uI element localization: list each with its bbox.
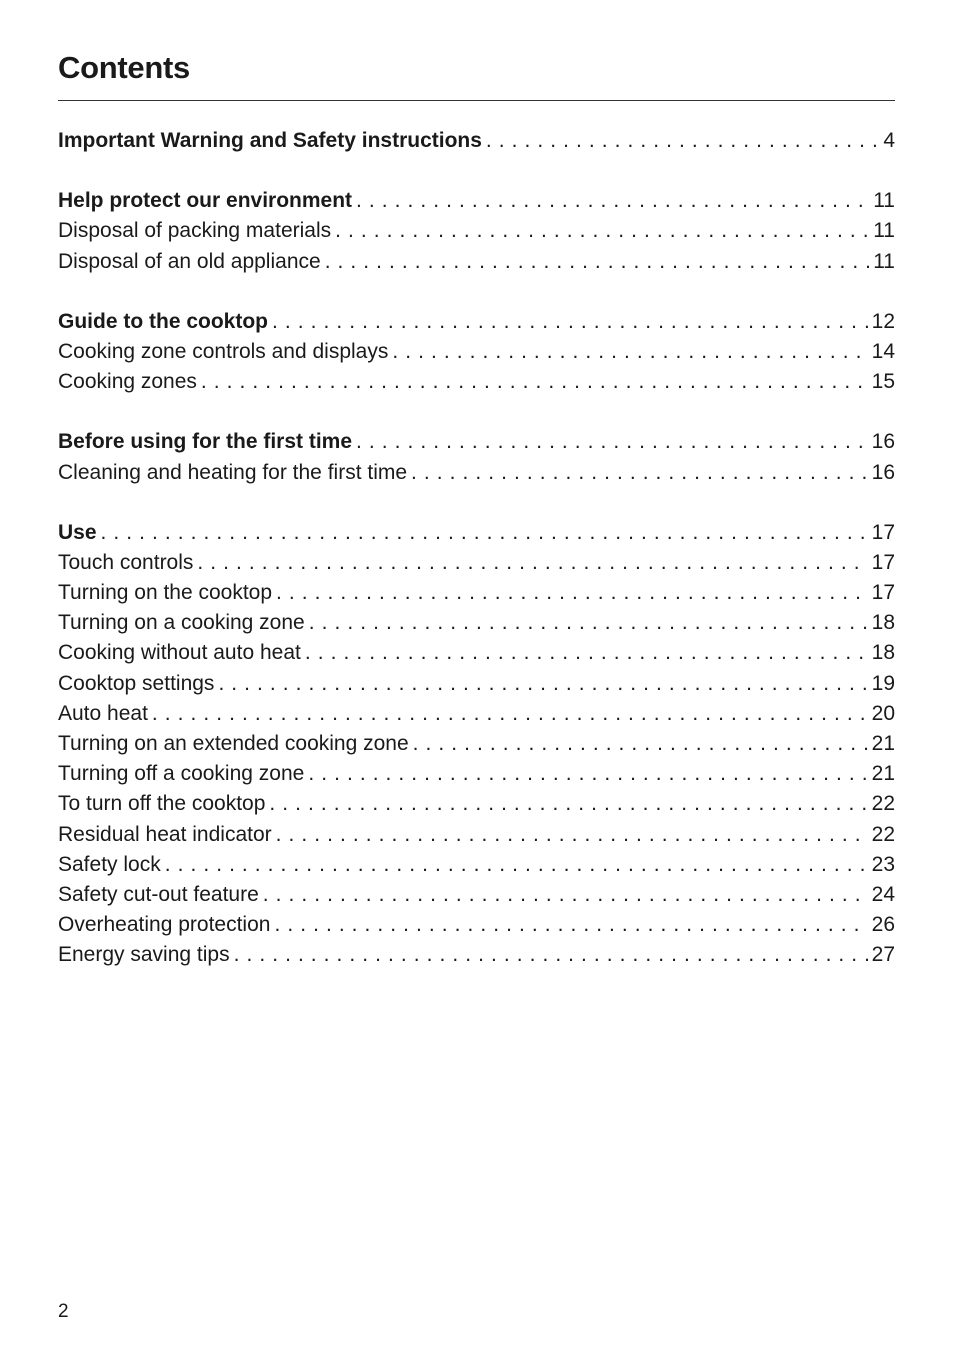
toc-item[interactable] xyxy=(58,458,895,488)
toc-heading[interactable] xyxy=(58,186,895,216)
toc-page-number: 14 xyxy=(871,339,895,363)
toc-page-number: 22 xyxy=(871,822,895,846)
toc-item-label: Turning on a cooking zone xyxy=(58,611,305,635)
dot-leader xyxy=(309,608,868,638)
dot-leader xyxy=(305,638,868,668)
toc-page-number: 27 xyxy=(871,943,895,967)
toc-page-number: 11 xyxy=(873,249,895,273)
toc-page-number: 23 xyxy=(871,852,895,876)
toc-item-label: Disposal of an old appliance xyxy=(58,249,321,273)
toc-section xyxy=(58,307,895,398)
toc-item[interactable] xyxy=(58,216,895,246)
toc-page-number: 17 xyxy=(871,520,895,544)
toc-heading-label: Help protect our environment xyxy=(58,189,353,213)
toc-item[interactable] xyxy=(58,638,895,668)
dot-leader xyxy=(413,729,868,759)
toc-item[interactable] xyxy=(58,910,895,940)
toc-item[interactable] xyxy=(58,759,895,789)
toc-page-number: 22 xyxy=(871,792,895,816)
toc-section xyxy=(58,186,895,277)
toc-item[interactable] xyxy=(58,578,895,608)
dot-leader xyxy=(234,940,868,970)
toc-item-label: Residual heat indicator xyxy=(58,822,272,846)
toc-item[interactable] xyxy=(58,608,895,638)
toc-item-label: Auto heat xyxy=(58,701,148,725)
toc-item[interactable] xyxy=(58,880,895,910)
toc-item-label: Cooking zones xyxy=(58,370,197,394)
toc-item[interactable] xyxy=(58,820,895,850)
toc-page-number: 21 xyxy=(871,732,895,755)
dot-leader xyxy=(165,850,868,880)
toc-page-number: 18 xyxy=(871,611,895,635)
dot-leader xyxy=(411,458,868,488)
toc-item-label: Touch controls xyxy=(58,550,194,574)
toc-page-number: 24 xyxy=(871,882,895,906)
page-title: Contents xyxy=(58,50,190,85)
toc-page-number: 12 xyxy=(871,309,895,333)
toc-item-label: Energy saving tips xyxy=(58,943,230,967)
dot-leader xyxy=(392,337,867,367)
toc-item[interactable] xyxy=(58,247,895,277)
dot-leader xyxy=(276,820,868,850)
dot-leader xyxy=(356,186,869,216)
dot-leader xyxy=(263,880,868,910)
toc-page-number: 15 xyxy=(871,370,895,394)
dot-leader xyxy=(274,910,867,940)
toc-item[interactable] xyxy=(58,940,895,970)
toc-page-number: 26 xyxy=(871,913,895,937)
toc-item-label: Cooking without auto heat xyxy=(58,641,301,665)
toc-item[interactable] xyxy=(58,789,895,819)
toc-item-label: Cleaning and heating for the first time xyxy=(58,460,408,484)
toc-section xyxy=(58,126,895,156)
toc-heading-label: Important Warning and Safety instructions xyxy=(58,129,482,152)
toc-page-number: 20 xyxy=(871,701,895,725)
table-of-contents xyxy=(58,126,895,1001)
dot-leader xyxy=(325,247,870,277)
dot-leader xyxy=(218,669,867,699)
toc-page-number: 17 xyxy=(871,550,895,574)
dot-leader xyxy=(335,216,869,246)
toc-item[interactable] xyxy=(58,548,895,578)
toc-page-number: 16 xyxy=(871,460,895,484)
toc-item-label: Safety cut-out feature xyxy=(58,882,259,906)
dot-leader xyxy=(356,427,868,457)
toc-item-label: Safety lock xyxy=(58,852,161,876)
toc-page-number: 16 xyxy=(871,430,895,454)
dot-leader xyxy=(272,307,868,337)
dot-leader xyxy=(197,548,867,578)
toc-page-number: 21 xyxy=(871,762,895,786)
toc-item[interactable] xyxy=(58,337,895,367)
toc-page-number: 11 xyxy=(873,189,895,213)
toc-item[interactable] xyxy=(58,669,895,699)
page-number: 2 xyxy=(58,1301,69,1322)
toc-heading[interactable] xyxy=(58,126,895,156)
toc-heading[interactable] xyxy=(58,518,895,548)
toc-item-label: Overheating protection xyxy=(58,913,271,937)
toc-page-number: 4 xyxy=(883,129,895,152)
toc-heading-label: Use xyxy=(58,520,97,544)
toc-item[interactable] xyxy=(58,850,895,880)
toc-item[interactable] xyxy=(58,729,895,759)
title-divider xyxy=(58,100,895,101)
dot-leader xyxy=(486,126,879,156)
toc-page-number: 11 xyxy=(873,219,895,243)
toc-item-label: Disposal of packing materials xyxy=(58,219,332,243)
toc-item-label: Turning on an extended cooking zone xyxy=(58,732,409,755)
toc-page-number: 19 xyxy=(871,671,895,695)
toc-section xyxy=(58,518,895,971)
toc-item-label: To turn off the cooktop xyxy=(58,792,266,816)
dot-leader xyxy=(152,699,868,729)
dot-leader xyxy=(269,789,867,819)
toc-heading[interactable] xyxy=(58,427,895,457)
dot-leader xyxy=(101,518,868,548)
toc-section xyxy=(58,427,895,487)
toc-item-label: Turning on the cooktop xyxy=(58,581,273,605)
toc-item-label: Cooktop settings xyxy=(58,671,215,695)
dot-leader xyxy=(308,759,867,789)
toc-item[interactable] xyxy=(58,699,895,729)
toc-page-number: 17 xyxy=(871,581,895,605)
toc-item[interactable] xyxy=(58,367,895,397)
toc-heading[interactable] xyxy=(58,307,895,337)
toc-heading-label: Guide to the cooktop xyxy=(58,309,268,333)
dot-leader xyxy=(201,367,868,397)
toc-page-number: 18 xyxy=(871,641,895,665)
toc-item-label: Turning off a cooking zone xyxy=(58,762,305,786)
toc-item-label: Cooking zone controls and displays xyxy=(58,339,389,363)
dot-leader xyxy=(276,578,868,608)
toc-heading-label: Before using for the first time xyxy=(58,430,353,454)
